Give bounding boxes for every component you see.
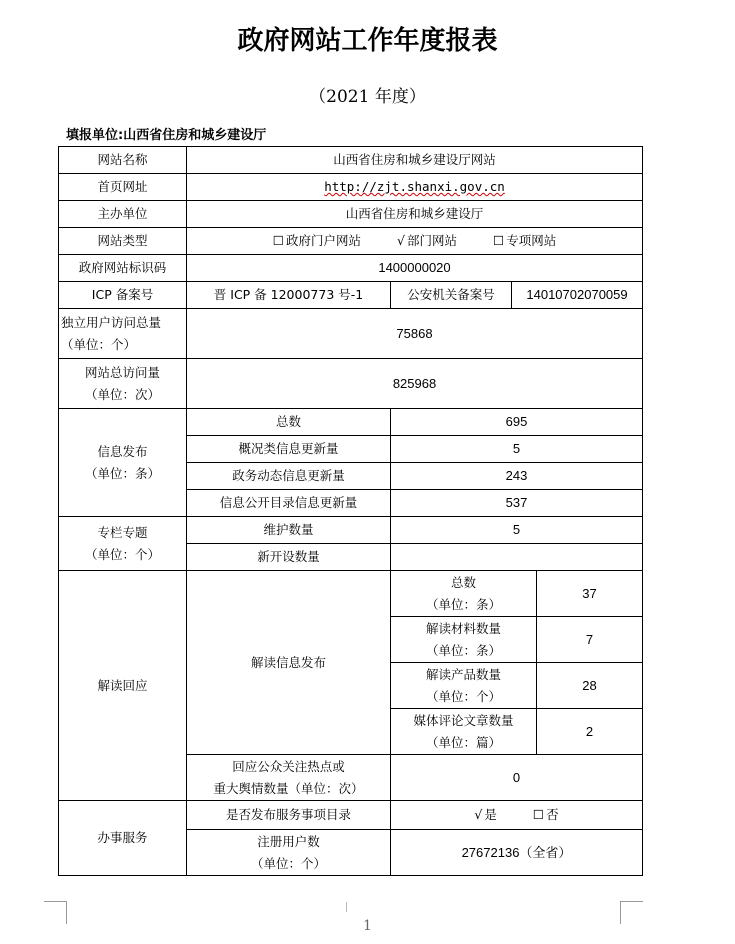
site-name-label: 网站名称 (59, 147, 187, 174)
pv-value: 825968 (187, 359, 643, 409)
column-maintain-label: 维护数量 (187, 517, 391, 544)
interpret-media-value: 2 (537, 709, 643, 755)
interpret-product-line2: （单位：个） (425, 688, 501, 704)
info-news-value: 243 (391, 463, 643, 490)
column-label-line2: （单位：个） (84, 546, 160, 562)
icp-value: 晋 ICP 备 12000773 号-1 (187, 282, 391, 309)
site-type-label: 网站类型 (59, 228, 187, 255)
interpret-material-label (391, 617, 537, 663)
portal-label: 政府门户网站 (286, 233, 362, 248)
department-check-icon: √ (397, 233, 405, 248)
site-id-label: 政府网站标识码 (59, 255, 187, 282)
site-id-value: 1400000020 (187, 255, 643, 282)
response-label (187, 755, 391, 801)
interpret-media-label (391, 709, 537, 755)
service-catalog-options (391, 801, 643, 830)
special-label: 专项网站 (506, 233, 557, 248)
report-year: （2021 年度） (309, 87, 426, 107)
pv-label-line2: （单位：次） (84, 386, 160, 402)
interpret-media-line1: 媒体评论文章数量 (413, 712, 514, 728)
column-new-value (391, 544, 643, 571)
users-label-line2: （单位：个） (250, 855, 326, 871)
report-table (58, 146, 643, 876)
yes-check-icon: √ (474, 807, 483, 822)
interpret-total-line1: 总数 (450, 574, 476, 590)
service-yes-option (474, 804, 496, 826)
special-checkbox: ☐ (492, 233, 505, 248)
info-total-label: 总数 (187, 409, 391, 436)
site-type-option-portal (273, 230, 361, 252)
info-label-line2: （单位：条） (84, 465, 160, 481)
interpret-media-line2: （单位：篇） (425, 734, 501, 750)
info-catalog-value: 537 (391, 490, 643, 517)
police-label: 公安机关备案号 (391, 282, 512, 309)
column-label (59, 517, 187, 571)
info-overview-label: 概况类信息更新量 (187, 436, 391, 463)
site-type-options (187, 228, 643, 255)
page-number: 1 (363, 918, 372, 934)
interpret-material-line2: （单位：条） (425, 642, 501, 658)
reporting-unit: 填报单位:山西省住房和城乡建设厅 (66, 128, 267, 143)
response-label-line1: 回应公众关注热点或 (232, 758, 345, 774)
service-catalog-label: 是否发布服务事项目录 (187, 801, 391, 830)
column-new-label: 新开设数量 (187, 544, 391, 571)
site-type-option-department (397, 230, 457, 252)
portal-checkbox: ☐ (272, 233, 285, 248)
uv-value: 75868 (187, 309, 643, 359)
icp-label: ICP 备案号 (59, 282, 187, 309)
info-overview-value: 5 (391, 436, 643, 463)
home-url-value[interactable]: http://zjt.shanxi.gov.cn (324, 179, 505, 194)
host-unit-label: 主办单位 (59, 201, 187, 228)
info-catalog-label: 信息公开目录信息更新量 (187, 490, 391, 517)
department-label: 部门网站 (406, 233, 457, 248)
users-label-line1: 注册用户数 (257, 833, 320, 849)
response-value: 0 (391, 755, 643, 801)
yes-label: 是 (484, 807, 497, 822)
host-unit-value: 山西省住房和城乡建设厅 (187, 201, 643, 228)
info-news-label: 政务动态信息更新量 (187, 463, 391, 490)
service-no-option (533, 804, 559, 826)
no-label: 否 (546, 807, 559, 822)
interpret-total-value: 37 (537, 571, 643, 617)
interpret-product-label (391, 663, 537, 709)
interpret-material-line1: 解读材料数量 (425, 620, 501, 636)
uv-label: 独立用户访问总量（单位：个） (59, 309, 187, 359)
interpret-product-value: 28 (537, 663, 643, 709)
home-url-label: 首页网址 (59, 174, 187, 201)
interpret-label: 解读回应 (59, 571, 187, 801)
response-label-line2: 重大舆情数量（单位：次） (213, 780, 364, 796)
page-center-tick (346, 902, 347, 912)
users-label (187, 830, 391, 876)
pv-label (59, 359, 187, 409)
info-label-line1: 信息发布 (97, 443, 148, 459)
no-checkbox: ☐ (532, 807, 545, 822)
info-release-label (59, 409, 187, 517)
police-value: 14010702070059 (512, 282, 643, 309)
interpret-product-line1: 解读产品数量 (425, 666, 501, 682)
site-type-option-special (493, 230, 556, 252)
pv-label-line1: 网站总访问量 (84, 364, 160, 380)
info-total-value: 695 (391, 409, 643, 436)
service-label: 办事服务 (59, 801, 187, 876)
users-value: 27672136（全省） (391, 830, 643, 876)
interpret-total-label (391, 571, 537, 617)
interpret-sub-label: 解读信息发布 (187, 571, 391, 755)
interpret-material-value: 7 (537, 617, 643, 663)
column-maintain-value: 5 (391, 517, 643, 544)
site-name-value: 山西省住房和城乡建设厅网站 (187, 147, 643, 174)
interpret-total-line2: （单位：条） (425, 596, 501, 612)
report-title: 政府网站工作年度报表 (237, 26, 498, 56)
column-label-line1: 专栏专题 (97, 524, 148, 540)
